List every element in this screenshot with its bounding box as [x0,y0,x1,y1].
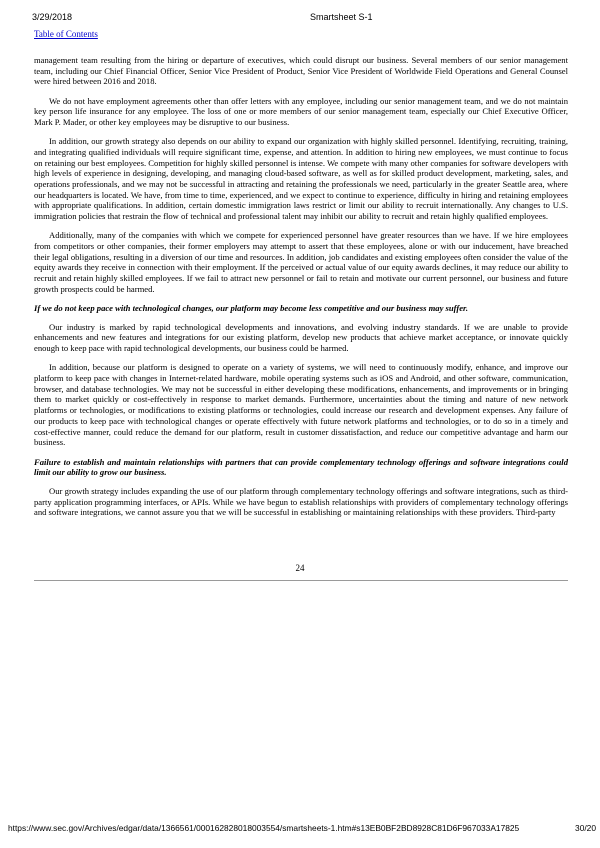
paragraph: In addition, our growth strategy also depends on our ability to expand our organization with highly skilled personnel. Identifying, recruiting, training, and integrating qualified individuals will require significant time, expense, and attention. In addition to hiring new employees, we must continue to focus on retaining our best employees. Competition for highly skilled personnel is intense. We compete with many other companies for software developers with high levels of experience in designing, developing, and managing cloud-based software, as well as for skilled product development, marketing, sales, and operations professionals, and we may not be successful in attracting and retaining the professionals we need, particularly in the greater Seattle area, where our headquarters is located. We have, from time to time, experienced, and we expect to continue to experience, difficulty in hiring and retaining employees with appropriate qualifications. In addition, certain domestic immigration laws restrict or limit our ability to recruit internationally. Any changes to U.S. immigration policies that restrain the flow of technical and professional talent may inhibit our ability to recruit and retain highly qualified employees. [34,136,568,222]
page-divider [34,580,568,581]
page-number: 24 [295,563,305,573]
print-date: 3/29/2018 [32,12,73,22]
paragraph: We do not have employment agreements other than offer letters with any employee, including our senior management team, and we do not maintain key person life insurance for any employee. The loss of one or more members of our senior management team, especially our Chief Executive Officer, Mark P. Mader, or other key employees may be disruptive to our business. [34,95,568,128]
paragraph: Additionally, many of the companies with which we compete for experienced personnel have greater resources than we have. If we hire employees from competitors or other companies, their former employers may attempt to assert that these employees, alone or with our inducement, have breached their legal obligations, resulting in a diversion of our time and resources. In addition, job candidates and existing employees often consider the value of the equity awards they receive in connection with their employment. If the perceived or actual value of our equity awards declines, it may reduce our ability to recruit and retain highly skilled employees. If we fail to attract new personnel or fail to retain and motivate our current personnel, our business and future growth prospects could be harmed. [34,230,568,294]
print-page-count: 30/20 [575,823,596,833]
section-heading: If we do not keep pace with technological changes, our platform may become less competitive and our business may suffer. [34,303,469,314]
document-body [34,55,568,527]
print-title: Smartsheet S-1 [310,12,373,22]
source-url: https://www.sec.gov/Archives/edgar/data/1366561/000162828018003554/smartsheets-1.htm#s13EB0BF2BD8928C81D6F967033A17825 [8,823,520,833]
paragraph: In addition, because our platform is designed to operate on a variety of systems, we will need to continuously modify, enhance, and improve our platform to keep pace with changes in Internet-related hardware, mobile operating systems such as iOS and Android, and other software, communication, browser, and database technologies. We may not be successful in either developing these modifications, enhancements, and improvements or in bringing them to market quickly or cost-effectively in response to market demands. Furthermore, uncertainties about the timing and nature of new network platforms or technologies, or modifications to existing platforms or technologies, could increase our research and development expenses. Any failure of our products to keep pace with technological changes or operate effectively with future network platforms and technologies, or to do so in a timely and cost-effective manner, could reduce the demand for our platform, result in customer dissatisfaction, and reduce our competitive advantage and harm our business. [34,362,568,448]
paragraph: Our industry is marked by rapid technological developments and innovations, and evolving industry standards. If we are unable to provide enhancements and new features and integrations for our existing platform, develop new products that achieve market acceptance, or innovate quickly enough to keep pace with rapid technological developments, our business could be harmed. [34,321,568,354]
paragraph: Our growth strategy includes expanding the use of our platform through complementary technology offerings and software integrations, such as third-party application programming interfaces, or APIs. While we have begun to establish relationships with providers of complementary technology offerings and software integrations, we cannot assure you that we will be successful in establishing or maintaining relationships with these providers. Third-party [34,485,568,518]
paragraph: management team resulting from the hiring or departure of executives, which could disrupt our business. Several members of our senior management team, including our Chief Financial Officer, Senior Vice President of Product, Senior Vice President of Worldwide Field Operations and General Counsel were hired between 2016 and 2018. [34,55,568,87]
table-of-contents-link[interactable]: Table of Contents [34,29,98,39]
section-heading: Failure to establish and maintain relationships with partners that can provide complementary technology offerings and software integrations could limit our ability to grow our business. [34,456,568,478]
